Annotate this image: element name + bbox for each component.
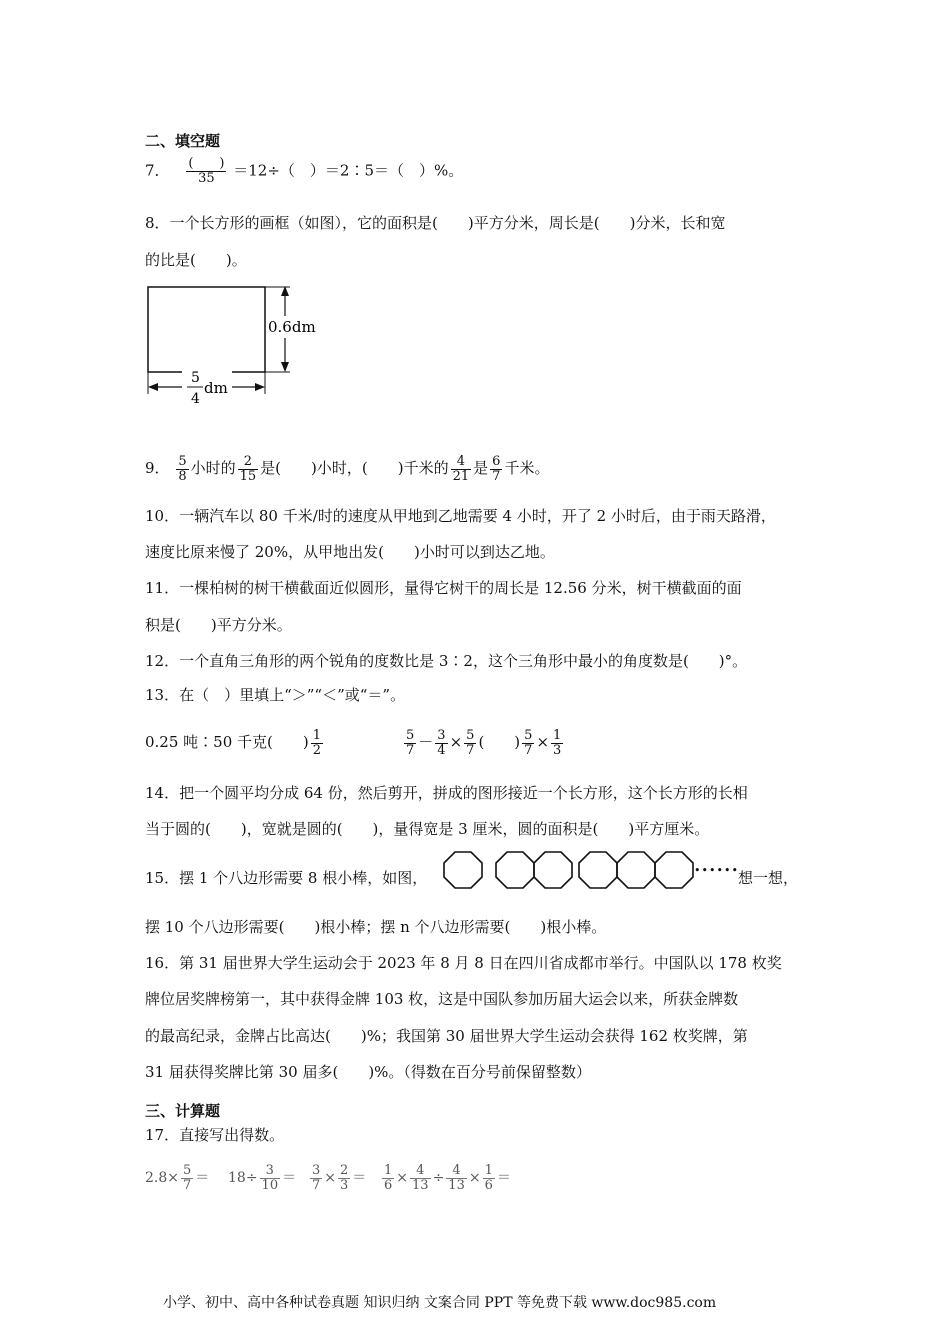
q15-ellipsis-dots: •••••• — [694, 864, 739, 877]
frac-den: 7 — [492, 468, 501, 484]
q13-b-fraction-5 — [551, 729, 563, 758]
expr-operator: × — [324, 1170, 337, 1186]
q13-b-times: × — [449, 733, 463, 751]
frac-num: 1 — [312, 727, 322, 743]
expr-operator: × — [468, 1170, 481, 1186]
octagon — [579, 852, 617, 888]
frac-num: 4 — [452, 1162, 461, 1178]
question-16-line-1: 16．第 31 届世界大学生运动会于 2023 年 8 月 8 日在四川省成都市举行。中国队以 178 枚奖 — [145, 954, 782, 972]
width-fraction-denominator: 4 — [191, 391, 200, 407]
frac-num: 5 — [524, 727, 533, 743]
frac-den: 8 — [178, 468, 187, 484]
octagon — [534, 852, 572, 888]
question-9 — [145, 450, 549, 486]
q9-fraction-4 — [490, 455, 502, 484]
question-16-line-2: 牌位居奖牌榜第一，其中获得金牌 103 枚，这是中国队参加历届大运会以来，所获金牌数 — [145, 990, 739, 1008]
octagon — [655, 852, 693, 888]
frac-num: 5 — [178, 453, 187, 469]
question-15-line-1: 15．摆 1 个八边形需要 8 根小棒，如图， — [145, 869, 428, 887]
frac-num: 5 — [406, 727, 415, 743]
octagon — [617, 852, 655, 888]
width-arrow-right — [255, 383, 265, 391]
question-15-line-1-end: 想一想， — [738, 869, 799, 887]
frac-num: 1 — [553, 727, 562, 743]
expr-operator: × — [396, 1170, 409, 1186]
frac-num: 4 — [456, 453, 465, 469]
frac-den: 7 — [466, 742, 475, 758]
frac-den: 4 — [437, 742, 446, 758]
octagon-sequence-figure — [444, 850, 694, 890]
expr-operator: ÷ — [432, 1170, 445, 1186]
q17-expression-2 — [228, 1158, 296, 1198]
frac-den: 10 — [261, 1177, 279, 1193]
q7-fraction-numerator: ( ) — [188, 156, 225, 171]
question-12: 12．一个直角三角形的两个锐角的度数比是 3∶2，这个三角形中最小的角度数是( )°。 — [145, 652, 748, 670]
page-footer: 小学、初中、高中各种试卷真题 知识归纳 文案合同 PPT 等免费下载 www.doc985.com — [163, 1295, 717, 1311]
octagon-group-1 — [444, 852, 482, 888]
question-13-comparison-b — [402, 722, 565, 762]
frac-num: 6 — [492, 453, 501, 469]
q9-text-2: 是( )小时，( )千米的 — [260, 459, 449, 477]
frac-num: 2 — [340, 1162, 349, 1178]
question-15-line-2: 摆 10 个八边形需要( )根小棒；摆 n 个八边形需要( )根小棒。 — [145, 918, 607, 936]
question-8-line-2: 的比是( )。 — [145, 251, 247, 269]
picture-frame-rectangle — [148, 287, 265, 372]
question-14-line-1: 14．把一个圆平均分成 64 份，然后剪开，拼成的图形接近一个长方形，这个长方形的长相 — [145, 784, 748, 802]
expr-fraction — [310, 1164, 322, 1193]
frac-den: 21 — [452, 468, 470, 484]
octagon — [496, 852, 534, 888]
frac-den: 3 — [340, 1177, 349, 1193]
question-13-line-1: 13．在（ ）里填上“＞”“＜”或“＝”。 — [145, 686, 406, 704]
frac-num: 5 — [466, 727, 475, 743]
expr-fraction — [483, 1164, 495, 1193]
q9-fraction-1 — [176, 455, 188, 484]
expr-text: 18÷ — [228, 1170, 258, 1186]
q7-number: 7． — [145, 161, 170, 180]
q9-fraction-2 — [238, 455, 259, 484]
q13-b-fraction-2 — [435, 729, 447, 758]
q13-b-blank: ( ) — [478, 733, 521, 751]
frac-num: 1 — [484, 1162, 493, 1178]
frac-num: 1 — [384, 1162, 393, 1178]
frac-den: 3 — [553, 742, 562, 758]
q17-expression-1 — [145, 1158, 209, 1198]
q13-b-minus: － — [418, 733, 434, 751]
q13-a-text: 0.25 吨∶50 千克( ) — [145, 733, 309, 751]
q13-b-fraction-4 — [522, 729, 534, 758]
q8-rectangle-figure — [140, 282, 330, 412]
width-arrow-left — [148, 383, 158, 391]
q13-a-fraction — [311, 729, 323, 758]
question-8-line-1: 8．一个长方形的画框（如图），它的面积是( )平方分米，周长是( )分米，长和宽 — [145, 214, 726, 232]
q9-text-4: 千米。 — [504, 459, 550, 477]
frac-num: 2 — [243, 453, 253, 469]
question-17: 17．直接写出得数。 — [145, 1126, 285, 1144]
question-14-line-2: 当于圆的( )，宽就是圆的( )，量得宽是 3 厘米，圆的面积是( )平方厘米。 — [145, 820, 710, 838]
question-11-line-1: 11．一棵柏树的树干横截面近似圆形，量得它树干的周长是 12.56 分米，树干横截面的面 — [145, 579, 742, 597]
q13-b-fraction-1 — [404, 729, 416, 758]
q7-text: ＝12÷（ ）＝2∶5＝（ ）%。 — [233, 161, 464, 180]
frac-den: 7 — [312, 1177, 321, 1193]
q9-fraction-3 — [451, 455, 472, 484]
question-11-line-2: 积是( )平方分米。 — [145, 616, 292, 634]
expr-equals: ＝ — [282, 1170, 297, 1186]
width-fraction-numerator: 5 — [191, 370, 200, 386]
q7-fraction — [186, 157, 226, 186]
frac-den: 7 — [406, 742, 415, 758]
question-16-line-4: 31 届获得奖牌比第 30 届多( )%。（得数在百分号前保留整数） — [145, 1063, 591, 1081]
frac-den: 13 — [412, 1177, 429, 1193]
height-label: 0.6dm — [268, 318, 316, 336]
width-unit: dm — [204, 379, 228, 397]
question-13-comparison-a — [145, 722, 325, 762]
expr-text: 2.8× — [145, 1170, 179, 1186]
octagon — [444, 852, 482, 888]
expr-fraction — [382, 1164, 394, 1193]
frac-den: 7 — [183, 1177, 192, 1193]
expr-fraction — [446, 1164, 467, 1193]
q13-b-times-2: × — [536, 733, 550, 751]
frac-num: 3 — [312, 1162, 321, 1178]
frac-den: 2 — [312, 742, 322, 758]
expr-fraction — [181, 1164, 193, 1193]
frac-num: 5 — [183, 1162, 192, 1178]
frac-den: 6 — [484, 1177, 493, 1193]
q13-b-fraction-3 — [464, 729, 476, 758]
question-16-line-3: 的最高纪录，金牌占比高达( )%；我国第 30 届世界大学生运动会获得 162 枚奖牌，第 — [145, 1027, 748, 1045]
q9-number: 9． — [145, 459, 170, 477]
frac-den: 15 — [239, 468, 257, 484]
frac-num: 3 — [265, 1162, 274, 1178]
q17-expression-4 — [380, 1158, 511, 1198]
question-10-line-1: 10．一辆汽车以 80 千米/时的速度从甲地到乙地需要 4 小时，开了 2 小时后，由于雨天路滑， — [145, 507, 776, 525]
section-heading-fill-in: 二、填空题 — [145, 132, 221, 150]
question-10-line-2: 速度比原来慢了 20%，从甲地出发( )小时可以到达乙地。 — [145, 543, 555, 561]
frac-den: 6 — [384, 1177, 393, 1193]
expr-equals: ＝ — [195, 1170, 210, 1186]
q7-fraction-denominator: 35 — [186, 171, 226, 186]
height-arrow-bottom — [281, 362, 289, 372]
expr-fraction — [410, 1164, 431, 1193]
q17-expression-3 — [308, 1158, 366, 1198]
expr-fraction — [260, 1164, 281, 1193]
question-7 — [145, 157, 463, 186]
section-heading-calc: 三、计算题 — [145, 1102, 221, 1120]
q9-text-3: 是 — [473, 459, 489, 477]
octagon-group-2 — [496, 852, 572, 888]
q9-text-1: 小时的 — [190, 459, 236, 477]
expr-equals: ＝ — [496, 1170, 511, 1186]
frac-den: 13 — [448, 1177, 465, 1193]
frac-num: 3 — [437, 727, 446, 743]
expr-fraction — [338, 1164, 350, 1193]
octagon-group-3 — [579, 852, 693, 888]
frac-den: 7 — [524, 742, 533, 758]
frac-num: 4 — [416, 1162, 425, 1178]
expr-equals: ＝ — [352, 1170, 367, 1186]
